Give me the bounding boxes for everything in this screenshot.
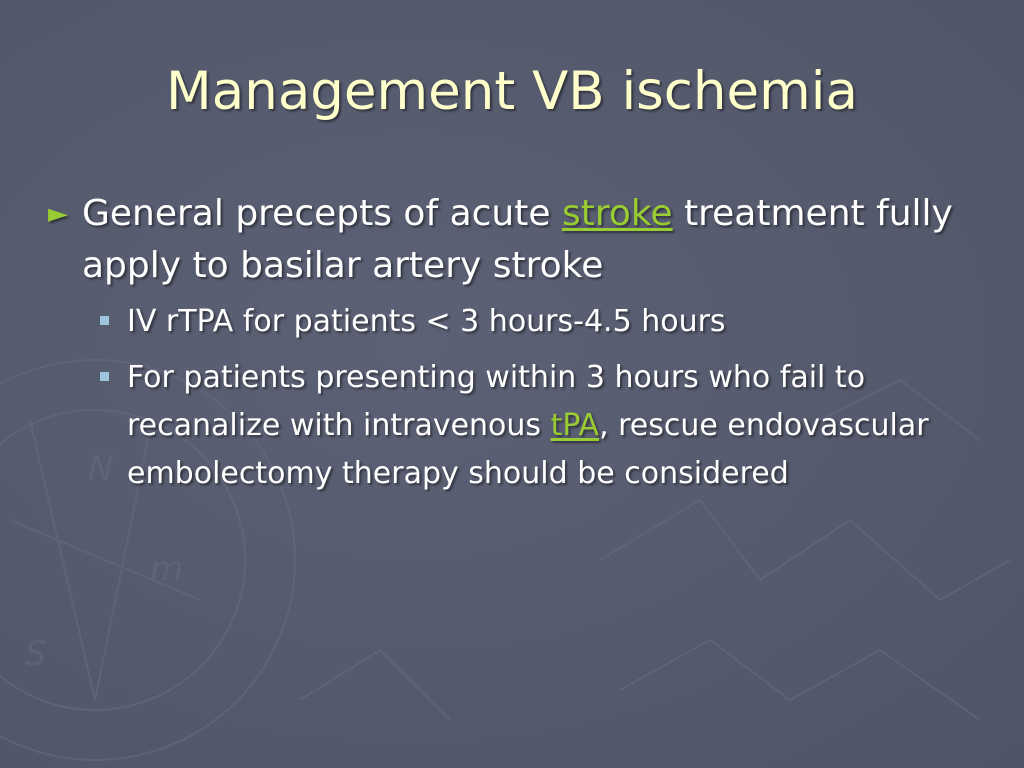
sub-bullet-2-text-after: , rescue endovascular embolectomy therapy should be considered — [127, 408, 929, 491]
sub-bullet-2-text-before: For patients presenting within 3 hours who fail to recanalize with intravenous — [127, 360, 866, 443]
compass-letter-m: m — [150, 549, 184, 589]
triangle-right-icon: ► — [48, 199, 68, 229]
compass-letter-s: S — [25, 634, 47, 674]
sub-bullet-1-text: IV rTPA for patients < 3 hours-4.5 hours — [127, 304, 726, 339]
slide-body — [44, 188, 974, 498]
tpa-link[interactable]: tPA — [550, 408, 600, 443]
compass-letter-n: N — [88, 449, 114, 489]
slide-title: Management VB ischemia — [166, 61, 858, 122]
bullet-1-text-after: treatment fully apply to basilar artery stroke — [82, 193, 953, 286]
square-bullet-icon — [100, 372, 109, 381]
bullet-item-1 — [44, 188, 974, 292]
stroke-link[interactable]: stroke — [561, 193, 673, 234]
square-bullet-icon — [100, 316, 109, 325]
sub-bullet-item-2 — [127, 354, 957, 498]
bullet-1-text-before: General precepts of acute — [82, 193, 562, 234]
sub-bullet-item-1 — [127, 298, 957, 346]
